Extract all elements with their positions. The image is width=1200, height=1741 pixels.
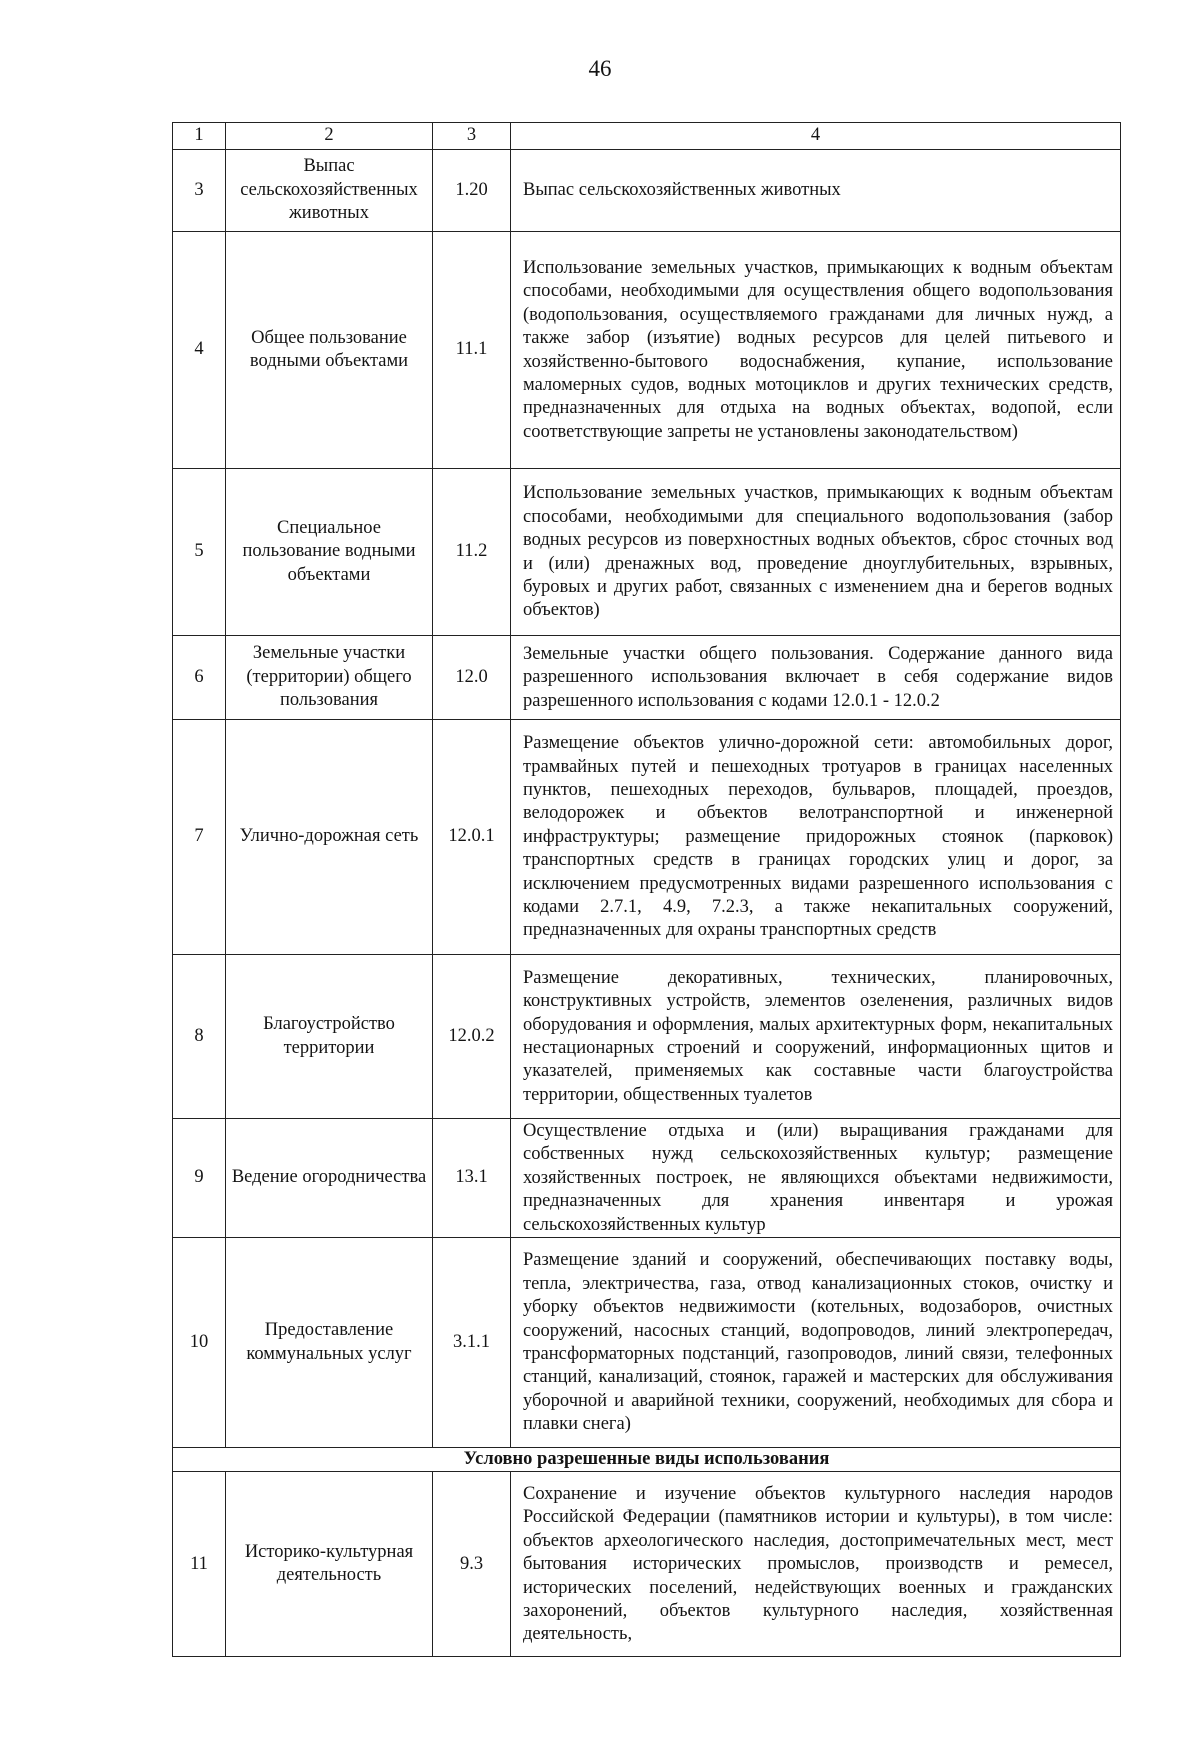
use-type-code: 9.3	[433, 1472, 511, 1657]
section-header-row	[173, 1448, 1121, 1472]
table-row	[173, 1119, 1121, 1238]
row-number: 7	[173, 720, 226, 955]
use-type-description: Земельные участки общего пользования. Содержание данного вида разрешенного использования включает в себя содержание видов разрешенного использования с кодами 12.0.1 - 12.0.2	[511, 636, 1121, 720]
table-row	[173, 232, 1121, 469]
use-type-code: 12.0.2	[433, 955, 511, 1119]
table-row	[173, 636, 1121, 720]
use-type-code: 12.0.1	[433, 720, 511, 955]
use-type-description: Выпас сельскохозяйственных животных	[511, 150, 1121, 232]
row-number: 8	[173, 955, 226, 1119]
use-type-name: Благоустройство территории	[226, 955, 433, 1119]
use-type-code: 11.2	[433, 469, 511, 636]
row-number: 9	[173, 1119, 226, 1238]
use-type-name: Специальное пользование водными объектами	[226, 469, 433, 636]
use-type-code: 3.1.1	[433, 1238, 511, 1448]
use-type-code: 1.20	[433, 150, 511, 232]
use-type-code: 11.1	[433, 232, 511, 469]
use-type-description: Использование земельных участков, примыкающих к водным объектам способами, необходимыми для осуществления общего водопользования (водопользования, осуществляемого гражданами для личных нужд, а также забор (изъятие) водных ресурсов для целей питьевого и хозяйственно-бытового водоснабжения, купание, использование маломерных судов, водных мотоциклов и других технических средств, предназначенных для отдыха на водных объектах, водопой, если соответствующие запреты не установлены законодательством)	[511, 232, 1121, 469]
section-title: Условно разрешенные виды использования	[173, 1448, 1121, 1472]
use-type-code: 12.0	[433, 636, 511, 720]
use-type-description: Размещение зданий и сооружений, обеспечивающих поставку воды, тепла, электричества, газа, отвод канализационных стоков, очистку и уборку объектов недвижимости (котельных, водозаборов, очистных сооружений, насосных станций, водопроводов, линий электропередач, трансформаторных подстанций, газопроводов, линий связи, телефонных станций, канализаций, стоянок, гаражей и мастерских для обслуживания уборочной и аварийной техники, сооружений, необходимых для сбора и плавки снега)	[511, 1238, 1121, 1448]
row-number: 5	[173, 469, 226, 636]
use-type-name: Выпас сельскохозяйственных животных	[226, 150, 433, 232]
header-col-4: 4	[511, 123, 1121, 150]
use-type-name: Улично-дорожная сеть	[226, 720, 433, 955]
row-number: 10	[173, 1238, 226, 1448]
row-number: 11	[173, 1472, 226, 1657]
use-type-description: Осуществление отдыха и (или) выращивания гражданами для собственных нужд сельскохозяйственных культур; размещение хозяйственных построек, не являющихся объектами недвижимости, предназначенных для хранения инвентаря и урожая сельскохозяйственных культур	[511, 1119, 1121, 1238]
table-row	[173, 1472, 1121, 1657]
use-type-description: Использование земельных участков, примыкающих к водным объектам способами, необходимыми для специального водопользования (забор водных ресурсов из поверхностных водных объектов, сброс сточных вод и (или) дренажных вод, проведение дноуглубительных, взрывных, буровых и других работ, связанных с изменением дна и берегов водных объектов)	[511, 469, 1121, 636]
header-col-2: 2	[226, 123, 433, 150]
use-type-description: Размещение декоративных, технических, планировочных, конструктивных устройств, элементов озеленения, различных видов оборудования и оформления, малых архитектурных форм, некапитальных нестационарных строений и сооружений, информационных щитов и указателей, применяемых как составные части благоустройства территории, общественных туалетов	[511, 955, 1121, 1119]
use-type-code: 13.1	[433, 1119, 511, 1238]
table-row	[173, 955, 1121, 1119]
table-row	[173, 720, 1121, 955]
use-type-name: Историко-культурная деятельность	[226, 1472, 433, 1657]
use-type-name: Ведение огородничества	[226, 1119, 433, 1238]
use-type-name: Земельные участки (территории) общего пользования	[226, 636, 433, 720]
table-row	[173, 1238, 1121, 1448]
use-type-description: Размещение объектов улично-дорожной сети: автомобильных дорог, трамвайных путей и пешеходных тротуаров в границах населенных пунктов, пешеходных переходов, бульваров, площадей, проездов, велодорожек и объектов велотранспортной и инженерной инфраструктуры; размещение придорожных стоянок (парковок) транспортных средств в границах городских улиц и дорог, за исключением предусмотренных видами разрешенного использования с кодами 2.7.1, 4.9, 7.2.3, а также некапитальных сооружений, предназначенных для охраны транспортных средств	[511, 720, 1121, 955]
table-row	[173, 469, 1121, 636]
land-use-table	[172, 122, 1121, 1657]
table-header-row	[173, 123, 1121, 150]
header-col-3: 3	[433, 123, 511, 150]
header-col-1: 1	[173, 123, 226, 150]
row-number: 3	[173, 150, 226, 232]
row-number: 4	[173, 232, 226, 469]
use-type-name: Предоставление коммунальных услуг	[226, 1238, 433, 1448]
page-number: 46	[588, 56, 612, 81]
table-row	[173, 150, 1121, 232]
row-number: 6	[173, 636, 226, 720]
use-type-name: Общее пользование водными объектами	[226, 232, 433, 469]
use-type-description: Сохранение и изучение объектов культурного наследия народов Российской Федерации (памятников истории и культуры), в том числе: объектов археологического наследия, достопримечательных мест, мест бытования исторических промыслов, производств и ремесел, исторических поселений, недействующих военных и гражданских захоронений, объектов культурного наследия, хозяйственная деятельность,	[511, 1472, 1121, 1657]
